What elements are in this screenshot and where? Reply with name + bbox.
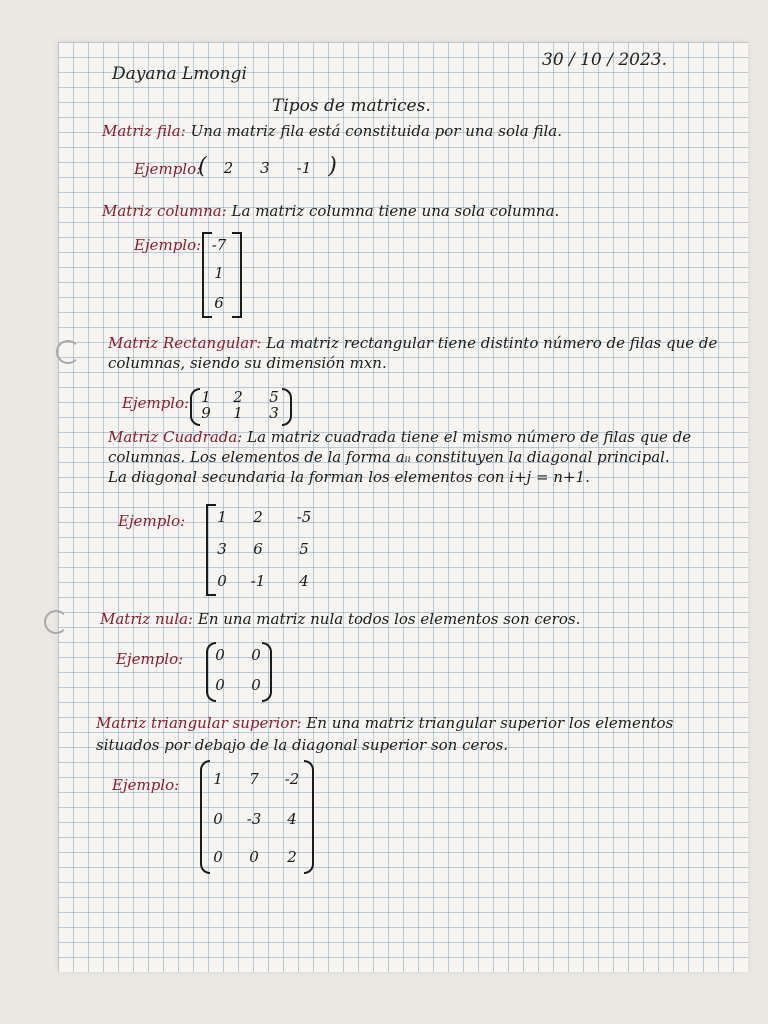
matrix-cell: 1 bbox=[214, 264, 224, 282]
matrix-cell: -2 bbox=[284, 770, 300, 788]
example-label: Ejemplo: bbox=[112, 776, 180, 794]
section-text: situados por debajo de la diagonal superior son ceros. bbox=[96, 736, 509, 754]
matrix-cell: 2 bbox=[253, 508, 263, 526]
section-rectangular bbox=[108, 334, 717, 352]
matrix-cell: 0 bbox=[251, 646, 261, 664]
section-label: Matriz columna: bbox=[102, 202, 227, 220]
matrix-cell: 0 bbox=[249, 848, 259, 866]
matrix-cell: 3 bbox=[260, 159, 270, 177]
matrix-cell: 0 bbox=[213, 848, 223, 866]
section-label: Matriz Rectangular: bbox=[108, 334, 262, 352]
section-fila bbox=[102, 122, 562, 140]
matrix-cell: -5 bbox=[296, 508, 312, 526]
section-text: Una matriz fila está constituida por una sola fila. bbox=[190, 122, 563, 140]
matrix-cell: 2 bbox=[223, 159, 234, 177]
matrix-cell: 2 bbox=[233, 388, 243, 406]
matrix-cell: 3 bbox=[217, 540, 227, 558]
matrix-cell: 1 bbox=[217, 508, 227, 526]
example-label: Ejemplo: bbox=[122, 394, 190, 412]
matrix-cell: 1 bbox=[201, 388, 211, 406]
author-name: Dayana Lmongi bbox=[112, 64, 247, 84]
matrix-cell: 0 bbox=[217, 572, 227, 590]
binder-hole-top bbox=[56, 340, 80, 364]
matrix-cell: -1 bbox=[296, 159, 312, 177]
section-label: Matriz Cuadrada: bbox=[108, 428, 243, 446]
section-text: La diagonal secundaria la forman los elementos con i+j = n+1. bbox=[108, 468, 590, 486]
matrix-cell: -7 bbox=[211, 236, 227, 254]
example-label: Ejemplo: bbox=[134, 236, 202, 254]
matrix-cell: 4 bbox=[287, 810, 297, 828]
page-title: Tipos de matrices. bbox=[272, 96, 431, 116]
section-text: La matriz columna tiene una sola columna. bbox=[231, 202, 560, 220]
section-columna bbox=[102, 202, 559, 220]
section-label: Matriz nula: bbox=[100, 610, 194, 628]
matrix-cell: 0 bbox=[213, 810, 223, 828]
matrix-cell: 9 bbox=[201, 404, 211, 422]
matrix-cell: 6 bbox=[253, 540, 263, 558]
section-label: Matriz triangular superior: bbox=[96, 714, 302, 732]
section-label: Matriz fila: bbox=[102, 122, 186, 140]
matrix-cell: 4 bbox=[299, 572, 309, 590]
section-cuadrada bbox=[108, 428, 691, 446]
section-text: columnas. Los elementos de la forma aᵢᵢ constituyen la diagonal principal. bbox=[108, 448, 670, 466]
matrix-cell: 1 bbox=[233, 404, 243, 422]
example-label: Ejemplo: bbox=[118, 512, 186, 530]
example-label: Ejemplo: bbox=[134, 160, 202, 178]
section-nula bbox=[100, 610, 580, 628]
matrix-cell: 3 bbox=[269, 404, 279, 422]
example-label: Ejemplo: bbox=[116, 650, 184, 668]
matrix-cell: 0 bbox=[215, 646, 225, 664]
section-text: En una matriz nula todos los elementos son ceros. bbox=[197, 610, 581, 628]
matrix-cell: 5 bbox=[269, 388, 279, 406]
matrix-cell: 7 bbox=[249, 770, 259, 788]
section-text: En una matriz triangular superior los elementos bbox=[306, 714, 674, 732]
matrix-cell: 2 bbox=[287, 848, 297, 866]
matrix-cell: 1 bbox=[213, 770, 223, 788]
section-text: La matriz rectangular tiene distinto número de filas que de bbox=[266, 334, 718, 352]
matrix-cell: 6 bbox=[214, 294, 224, 312]
notebook-page bbox=[58, 42, 748, 972]
date: 30 / 10 / 2023. bbox=[542, 50, 668, 70]
binder-hole-bottom bbox=[44, 610, 68, 634]
matrix-cell: 0 bbox=[215, 676, 225, 694]
section-text: La matriz cuadrada tiene el mismo número de filas que de bbox=[247, 428, 692, 446]
matrix-cell: 0 bbox=[251, 676, 261, 694]
matrix-cell: -3 bbox=[246, 810, 262, 828]
matrix-cell: 5 bbox=[299, 540, 309, 558]
matrix-bracket-right bbox=[232, 232, 242, 318]
matrix-cell: -1 bbox=[250, 572, 266, 590]
section-text: columnas, siendo su dimensión mxn. bbox=[108, 354, 387, 372]
matrix-fila: ( 2 3 -1 ) bbox=[198, 154, 337, 179]
section-triangular bbox=[96, 714, 673, 732]
